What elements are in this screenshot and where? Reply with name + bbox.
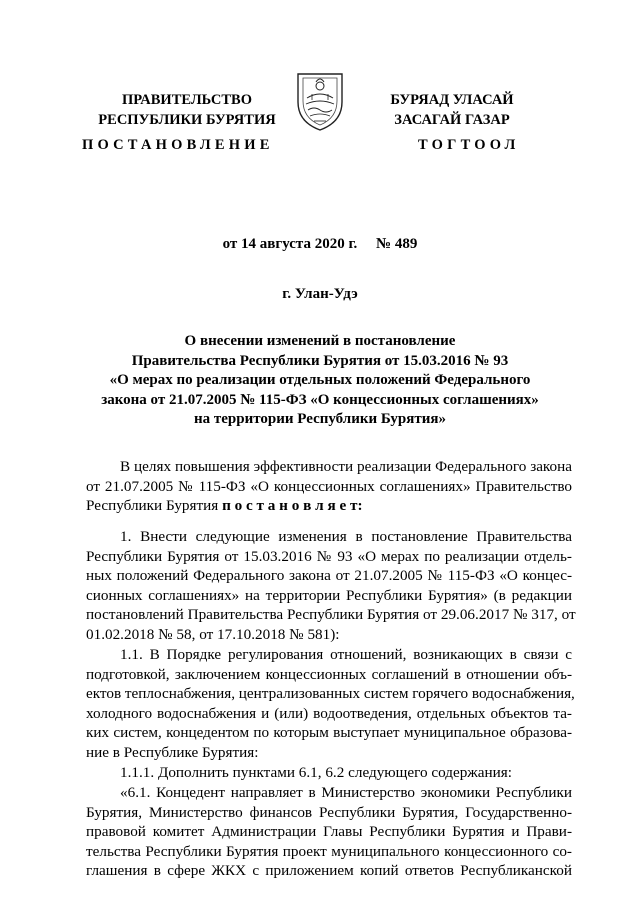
paragraph-item-1: [86, 527, 576, 645]
title-line: на территории Республики Бурятия»: [193, 411, 447, 427]
text-line: 1. Внести следующие изменения в постановление Правительства: [120, 528, 572, 545]
text-line: ние в Республике Бурятия:: [86, 743, 259, 761]
title-line: Правительства Республики Бурятия от 15.03.2016 № 93: [131, 352, 509, 369]
text-line: холодного водоснабжения и (или) водоотведения, отдельных объектов та-: [86, 704, 572, 722]
title-line: «О мерах по реализации отдельных положений Федерального: [109, 372, 531, 388]
text-line: 1.1.1. Дополнить пунктами 6.1, 6.2 следующего содержания:: [120, 764, 512, 781]
title-line: закона от 21.07.2005 № 115-ФЗ «О концессионных соглашениях»: [101, 391, 539, 408]
header-left-line1: ПРАВИТЕЛЬСТВО: [122, 92, 252, 108]
text-line: ектов теплоснабжения, централизованных систем горячего водоснабжения,: [86, 685, 575, 703]
text-line: В целях повышения эффективности реализации Федерального закона: [120, 458, 572, 475]
paragraph-item-1-1-1: [86, 763, 572, 783]
text-line: «6.1. Концедент направляет в Министерство экономики Республики: [120, 784, 572, 801]
text-fragment: Республики Бурятия: [86, 497, 223, 515]
text-line: глашения в сфере ЖКХ с приложением копий ответов Республиканской: [86, 862, 572, 880]
text-line: подготовкой, заключением концессионных соглашений в отношении объ-: [86, 665, 572, 683]
title-line: О внесении изменений в постановление: [184, 333, 456, 349]
text-line: Республики Бурятия от 15.03.2016 № 93 «О мерах по реализации отдель-: [86, 547, 572, 565]
header-left-line2: РЕСПУБЛИКИ БУРЯТИЯ: [98, 112, 276, 128]
date-number: от 14 августа 2020 г. № 489: [222, 236, 418, 252]
text-line: 1.1. В Порядке регулирования отношений, возникающих в связи с: [120, 646, 572, 663]
document-title: [60, 332, 580, 430]
text-line: тельства Республики Бурятия проект муниципального концессионного со-: [86, 842, 572, 860]
doc-type-left: ПОСТАНОВЛЕНИЕ: [82, 137, 274, 153]
text-line: постановлений Правительства Республики Бурятия от 29.06.2017 № 317, от: [86, 606, 576, 624]
header-left-org: [82, 90, 292, 130]
header-right-line2: ЗАСАГАЙ ГАЗАР: [394, 112, 510, 128]
text-line: сионных соглашениях» на территории Республики Бурятия» (в редакции: [86, 586, 572, 604]
paragraph-item-6-1: [86, 783, 572, 881]
coat-of-arms-icon: [292, 68, 348, 132]
doc-type-right: ТОГТООЛ: [418, 137, 520, 153]
text-line: Бурятия, Министерство финансов Республики Бурятия, Государственно-: [86, 803, 572, 821]
text-line: ких систем, концедентом по которым выступает муниципальное образова-: [86, 724, 572, 742]
header-right-line1: БУРЯАД УЛАСАЙ: [390, 92, 514, 108]
city: г. Улан-Удэ: [282, 286, 358, 302]
text-line: ных положений Федерального закона от 21.07.2005 № 115-ФЗ «О концес-: [86, 567, 572, 585]
text-line: от 21.07.2005 № 115-ФЗ «О концессионных соглашениях» Правительство: [86, 477, 572, 495]
text-line: [86, 496, 572, 516]
paragraph-preamble: [86, 457, 572, 516]
paragraph-item-1-1: [86, 645, 575, 763]
header-right-org: [347, 90, 557, 130]
text-line: правовой комитет Администрации Главы Республики Бурятия и Прави-: [86, 823, 572, 841]
resolves-word: п о с т а н о в л я е т:: [222, 497, 363, 515]
text-line: 01.02.2018 № 58, от 17.10.2018 № 581):: [86, 625, 340, 643]
